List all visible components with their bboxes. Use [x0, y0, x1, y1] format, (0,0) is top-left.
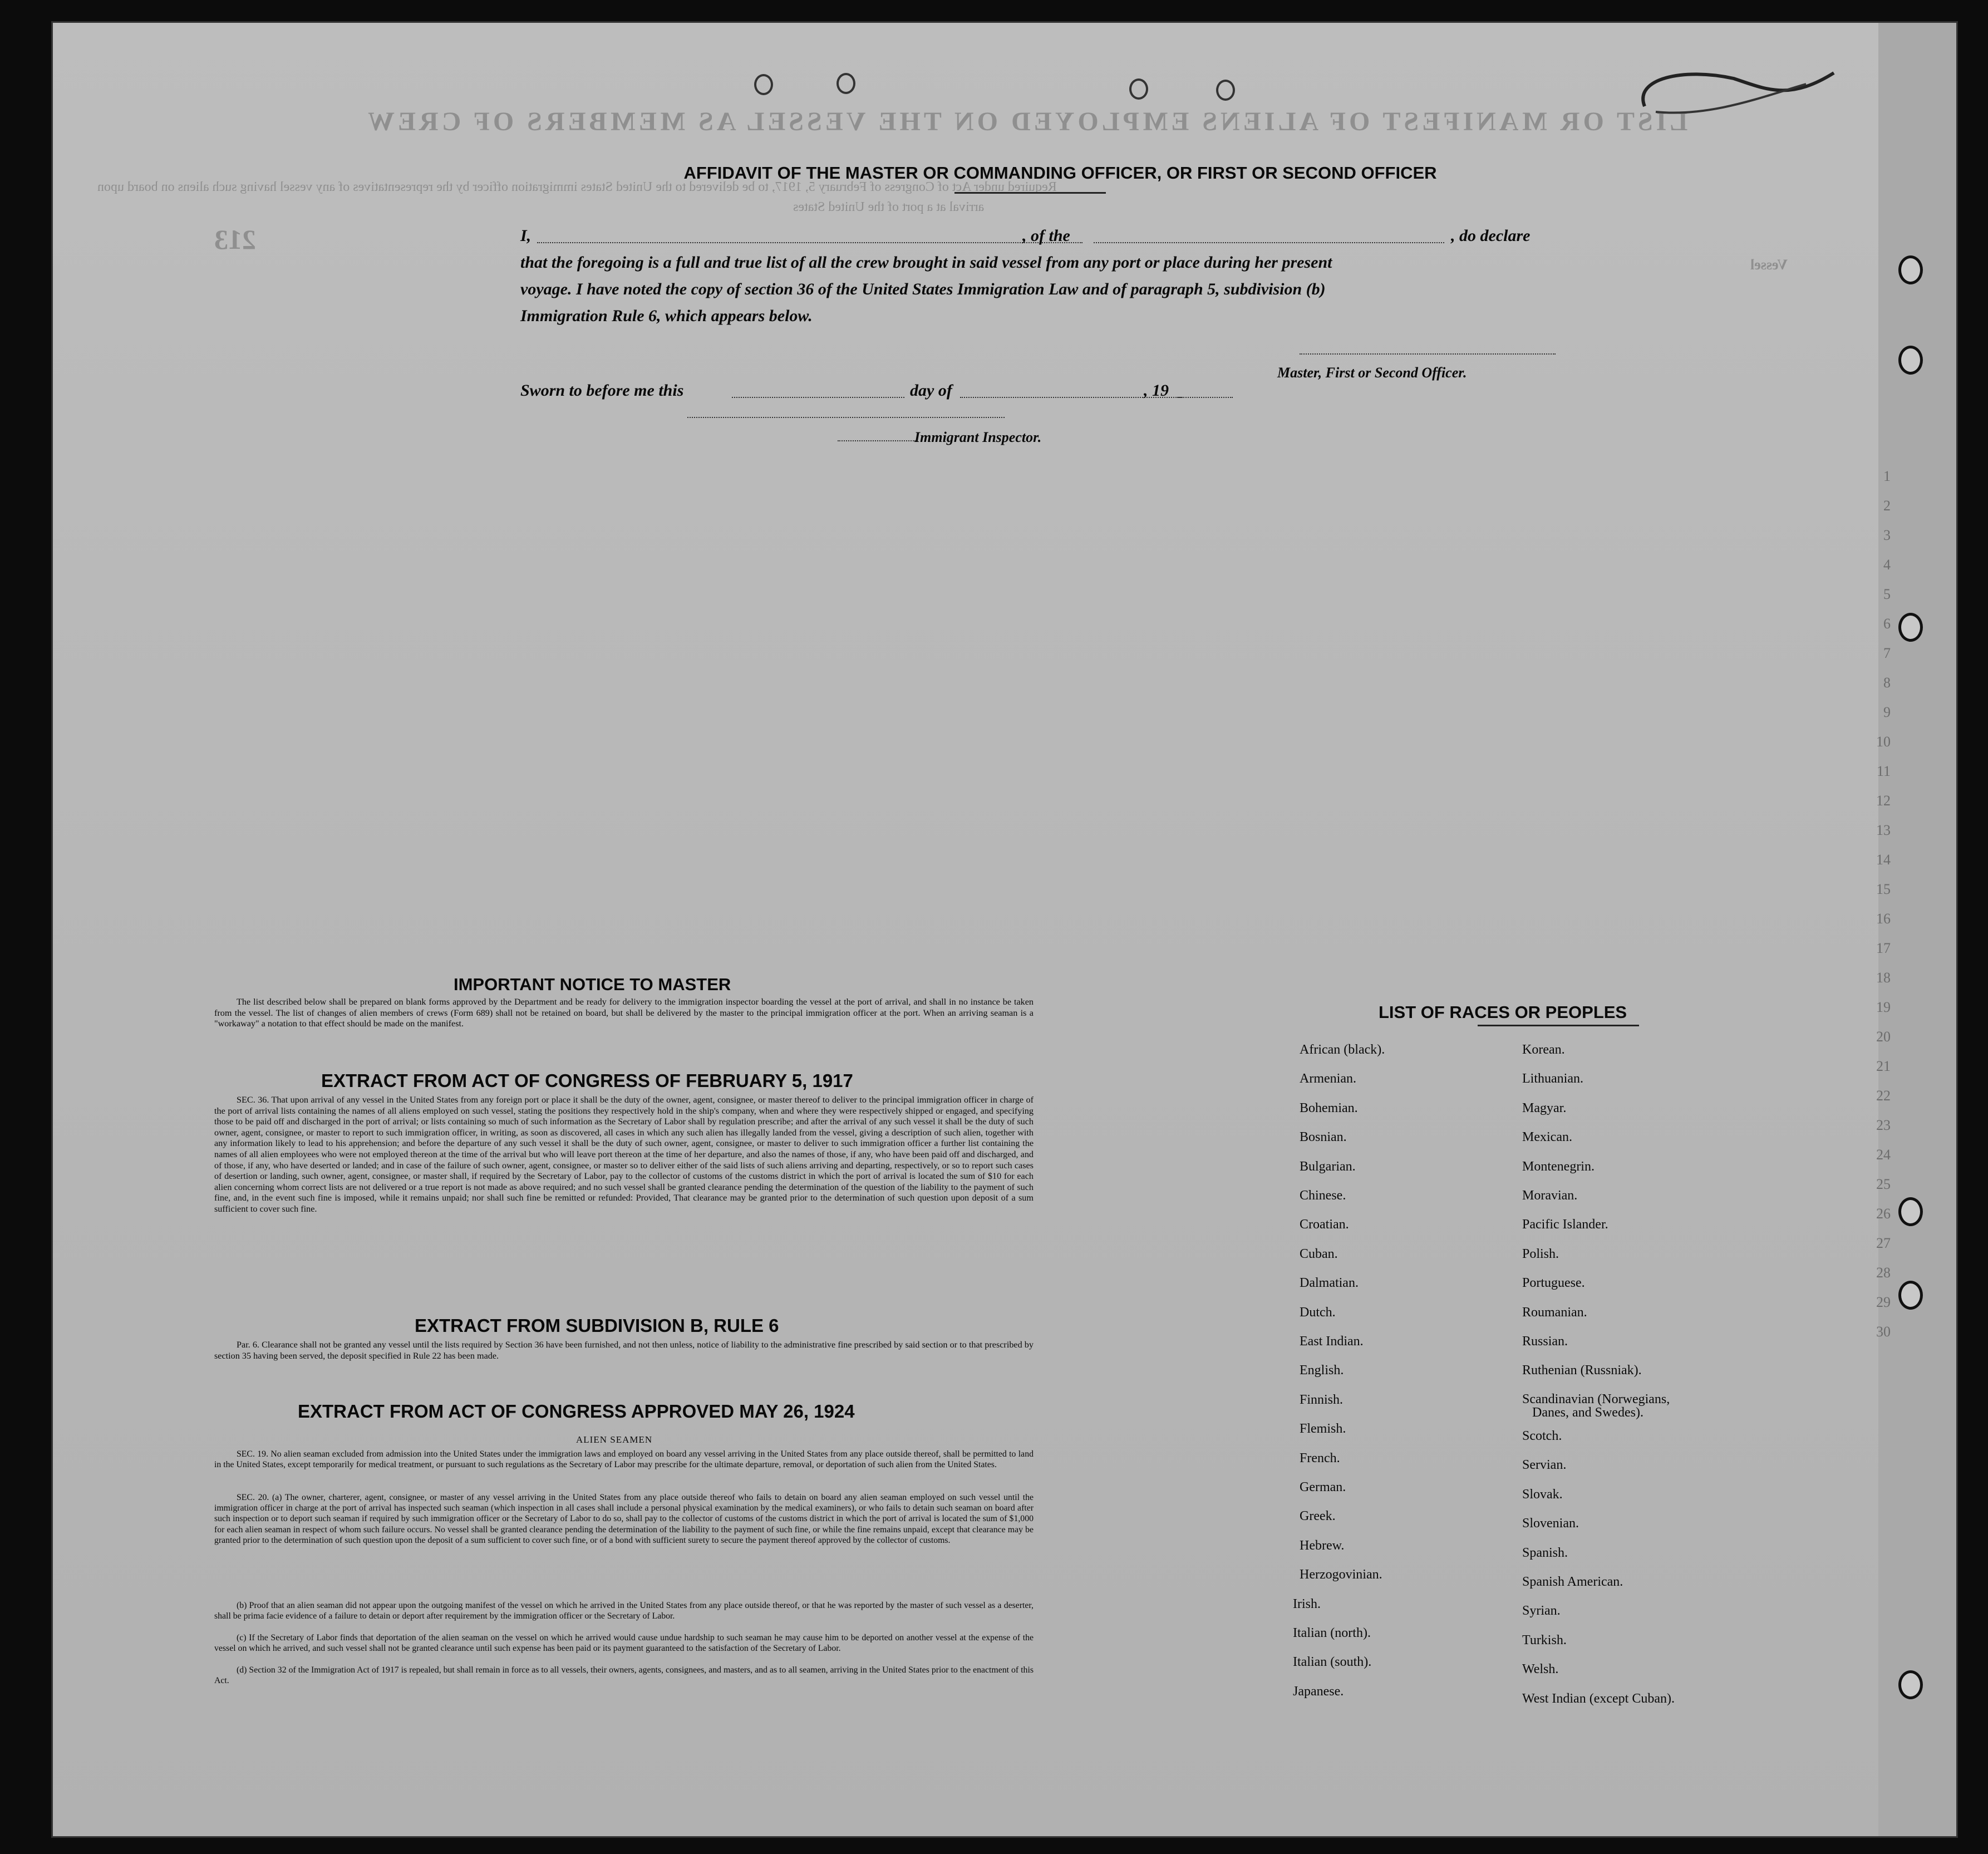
affidavit-line-4: Immigration Rule 6, which appears below. — [520, 307, 813, 325]
race-item: Slovenian. — [1522, 1516, 1579, 1531]
master-label: Master, First or Second Officer. — [1277, 365, 1467, 381]
extract-1917-body: SEC. 36. That upon arrival of any vessel in the United States from any foreign port or place it shall be the duty of the owner, agent, consignee, or master thereof to deliver to the principal immigration officer in charge of the port of arrival lists containing the names of all aliens employed on such vessel, stating the positions they respectively hold in the ship's company, when and where they were respectively shipped or engaged, and specifying those to be paid off and discharged in the port of arrival; or lists containing so much of such information as the Secretary of Labor shall by regulation prescribe; and after the arrival of any such vessel it shall be the duty of such owner, agent, consignee, or master to report to such immigration officer, in writing, as soon as discovered, all cases in which any such alien has illegally landed from the vessel, giving a description of such alien, together with any information likely to lead to his apprehension; and before the departure of any such vessel it shall be the duty of such owner, agent, consignee, or master to deliver to such immigration officer a further list containing the names of all alien employees who were not employed thereon at the time of the arrival but who will leave port thereon at the time of her departure, and also the names of those, if any, who have been paid off and discharged, and of those, if any, who have deserted or landed; and in case of the failure of such owner, agent, consignee, or master so to deliver either of the said lists of such aliens arriving and departing, respectively, or so to report such cases of desertion or landing, such owner, agent, consignee, or master shall, if required by the Secretary of Labor, pay to the collector of customs of the customs district in which the port of arrival is located the sum of $10 for each alien concerning whom correct lists are not delivered or a true report is not made as above required; and no such vessel shall be granted clearance pending the determination of the question of the liability to the payment of such fine, and, in the event such fine is imposed, while it remains unpaid; nor shall such fine be remitted or refunded: Provided, That clearance may be granted prior to the determination of such question upon deposit of a sum sufficient to cover such fine. — [214, 1095, 1034, 1214]
right-margin-band — [1878, 23, 1956, 1836]
bleed-row-number: 2 — [1883, 498, 1891, 514]
bleed-row-number: 3 — [1883, 527, 1891, 543]
bleed-row-number: 26 — [1876, 1206, 1891, 1222]
alien-seamen-subtitle: ALIEN SEAMEN — [576, 1434, 653, 1445]
races-underline — [1478, 1025, 1639, 1026]
race-item: Spanish American. — [1522, 1575, 1623, 1589]
race-item: Italian (south). — [1293, 1655, 1372, 1670]
race-item: Dalmatian. — [1300, 1276, 1359, 1291]
race-item: Servian. — [1522, 1458, 1567, 1473]
master-signature-line — [1300, 353, 1556, 355]
race-item: Lithuanian. — [1522, 1071, 1583, 1086]
inspector-signature-line — [687, 417, 1005, 418]
race-item: Turkish. — [1522, 1632, 1567, 1648]
race-item: Mexican. — [1522, 1130, 1572, 1145]
bleed-row-number: 25 — [1876, 1176, 1891, 1192]
race-item: West Indian (except Cuban). — [1522, 1691, 1675, 1706]
race-item: Moravian. — [1522, 1188, 1578, 1203]
title-underline — [954, 192, 1106, 194]
race-item: Spanish. — [1522, 1545, 1568, 1560]
race-item: Slovak. — [1522, 1487, 1563, 1502]
race-item: Scandinavian (Norwegians, — [1522, 1392, 1670, 1407]
bleed-row-number: 17 — [1876, 940, 1891, 956]
race-item: Bosnian. — [1300, 1130, 1347, 1145]
race-item: Armenian. — [1300, 1071, 1356, 1086]
race-item: Cuban. — [1300, 1246, 1338, 1261]
bleed-row-number: 11 — [1876, 763, 1891, 779]
bleed-row-number: 14 — [1876, 852, 1891, 868]
punch-hole — [1216, 80, 1235, 101]
race-item: Hebrew. — [1300, 1538, 1345, 1553]
race-item: Pacific Islander. — [1522, 1217, 1608, 1232]
bleed-row-number: 1 — [1883, 468, 1891, 484]
race-item: Welsh. — [1522, 1662, 1559, 1677]
notice-body: The list described below shall be prepared on blank forms approved by the Department and be ready for delivery to the immigration inspector boarding the vessel at the port of arrival, and shall in no instance be taken from the vessel. The list of changes of alien members of crews (Form 689) shall not be retained on board, but shall be delivered by the master to the principal immigration officer at the port. When an arriving seaman is a "workaway" a notation to that effect should be made on the manifest. — [214, 997, 1034, 1029]
affidavit-i-label: I, — [520, 227, 532, 245]
punch-hole — [836, 73, 855, 94]
bleed-through-title: LIST OR MANIFEST OF ALIENS EMPLOYED ON THE VESSEL AS MEMBERS OF CREW — [365, 107, 1688, 136]
notice-title: IMPORTANT NOTICE TO MASTER — [454, 975, 731, 994]
bleed-row-number: 27 — [1876, 1235, 1891, 1251]
bleed-row-number: 9 — [1883, 704, 1891, 720]
year-line — [1177, 397, 1233, 398]
bleed-row-number: 19 — [1876, 999, 1891, 1015]
bleed-row-number: 8 — [1883, 675, 1891, 691]
extract-rule6-title: EXTRACT FROM SUBDIVISION B, RULE 6 — [415, 1315, 779, 1336]
race-item: Magyar. — [1522, 1100, 1567, 1115]
bleed-through-vessel: Vessel — [1750, 257, 1788, 273]
race-item: Bohemian. — [1300, 1100, 1358, 1115]
race-item: Korean. — [1522, 1042, 1565, 1057]
race-item: East Indian. — [1300, 1334, 1364, 1349]
race-item: Roumanian. — [1522, 1305, 1587, 1320]
race-item: German. — [1300, 1480, 1346, 1494]
race-item: Croatian. — [1300, 1217, 1349, 1232]
race-item: Chinese. — [1300, 1188, 1346, 1203]
day-line — [732, 397, 904, 398]
bleed-row-number: 7 — [1883, 645, 1891, 661]
inspector-dots — [838, 440, 916, 441]
extract-1924-sec20d: (d) Section 32 of the Immigration Act of 1917 is repealed, but shall remain in force as to all vessels, their owners, agents, consignees, and masters, and as to all seamen, arriving in the United States prior to the enactment of this Act. — [214, 1665, 1034, 1686]
races-title: LIST OF RACES OR PEOPLES — [1379, 1002, 1627, 1022]
name-line — [537, 242, 1082, 243]
affidavit-title: AFFIDAVIT OF THE MASTER OR COMMANDING OFFICER, OR FIRST OR SECOND OFFICER — [683, 163, 1437, 183]
bleed-row-number: 21 — [1876, 1058, 1891, 1074]
bleed-through-line: arrival at a port of the United States — [793, 200, 985, 214]
handwritten-mark — [1622, 56, 1856, 129]
bleed-through-line: Required under Act of Congress of February 5, 1917, to be delivered to the United States immigration officer by the representatives of any vessel having such aliens on board upon — [97, 180, 1057, 194]
bleed-row-number: 23 — [1876, 1117, 1891, 1133]
day-of-label: day of — [910, 381, 952, 400]
binding-hole — [1898, 1670, 1923, 1699]
extract-1924-sec19: SEC. 19. No alien seaman excluded from admission into the United States under the immigration laws and employed on board any vessel arriving in the United States from any place outside thereof, shall be permitted to land in the United States, except temporarily for medical treatment, or pursuant to such regulations as the Secretary of Labor may prescribe for the ultimate departure, removal, or deportation of such alien from the United States. — [214, 1449, 1034, 1470]
extract-1924-sec20a: SEC. 20. (a) The owner, charterer, agent, consignee, or master of any vessel arriving in the United States from any place outside thereof who fails to detain on board any alien seaman employed on such vessel until the immigration officer in charge at the port of arrival has inspected such seaman (which inspection in all cases shall include a personal physical examination by the medical examiners), or who fails to detain such seaman on board after such inspection or to deport such seaman if required by such immigration officer or the Secretary of Labor to do so, shall pay to the collector of customs of the customs district in which the port of arrival is located the sum of $1,000 for each alien seaman in respect of whom such failure occurs. No vessel shall be granted clearance pending the determination of the liability to the payment of such fine, or while the fine remains unpaid, except that clearance may be granted prior to the determination of such question upon the deposit of a sum sufficient to cover such fine, or of a bond with sufficient surety to secure the payment thereof approved by the collector of customs. — [214, 1493, 1034, 1545]
binding-hole — [1898, 255, 1923, 284]
race-item: Japanese. — [1293, 1684, 1344, 1699]
binding-hole — [1898, 1281, 1923, 1310]
race-item: Bulgarian. — [1300, 1159, 1356, 1174]
affidavit-do-declare: , do declare — [1451, 227, 1531, 245]
bleed-row-number: 6 — [1883, 616, 1891, 632]
bleed-through-stamp: 213 — [214, 224, 256, 255]
race-item: Flemish. — [1300, 1422, 1346, 1437]
binding-hole — [1898, 613, 1923, 642]
race-item: Danes, and Swedes). — [1532, 1405, 1643, 1420]
bleed-row-number: 5 — [1883, 586, 1891, 602]
extract-1924-sec20c: (c) If the Secretary of Labor finds that deportation of the alien seaman on the vessel on which he arrived would cause undue hardship to such seaman he may cause him to be deported on another vessel at the expense of the vessel on which he arrived, and such vessel shall not be granted clearance until such expense has been paid or its payment guaranteed to the satisfaction of the Secretary of Labor. — [214, 1633, 1034, 1654]
race-item: Greek. — [1300, 1509, 1336, 1524]
binding-hole — [1898, 346, 1923, 375]
punch-hole — [754, 74, 773, 95]
document-sheet — [51, 21, 1958, 1838]
year-prefix: , 19 — [1144, 381, 1169, 400]
bleed-row-number: 15 — [1876, 881, 1891, 897]
affidavit-line-3: voyage. I have noted the copy of section 36 of the United States Immigration Law and of paragraph 5, subdivision (b) — [520, 280, 1326, 298]
race-item: Montenegrin. — [1522, 1159, 1595, 1174]
bleed-row-number: 10 — [1876, 734, 1891, 750]
race-item: Finnish. — [1300, 1392, 1344, 1407]
extract-1917-title: EXTRACT FROM ACT OF CONGRESS OF FEBRUARY 5, 1917 — [321, 1070, 853, 1091]
bleed-row-number: 20 — [1876, 1029, 1891, 1045]
bleed-row-number: 18 — [1876, 970, 1891, 986]
inspector-label: Immigrant Inspector. — [914, 429, 1042, 445]
extract-1924-sec20b: (b) Proof that an alien seaman did not appear upon the outgoing manifest of the vessel on which he arrived in the United States from any place outside thereof, or that he was reported by the master of such vessel as a deserter, shall be prima facie evidence of a failure to detain or deport after requirement by the immigration officer or the Secretary of Labor. — [214, 1601, 1034, 1621]
affidavit-line-2: that the foregoing is a full and true list of all the crew brought in said vessel from any port or place during her present — [520, 253, 1332, 272]
race-item: English. — [1300, 1363, 1344, 1378]
extract-rule6-body: Par. 6. Clearance shall not be granted any vessel until the lists required by Section 36 have been furnished, and not then unless, notice of liability to the administrative fine prescribed by said section or to that prescribed by section 35 having been served, the deposit specified in Rule 22 has been made. — [214, 1340, 1034, 1361]
race-item: Irish. — [1293, 1596, 1321, 1611]
race-item: Scotch. — [1522, 1429, 1562, 1443]
punch-hole — [1129, 78, 1148, 100]
race-item: African (black). — [1300, 1042, 1385, 1057]
race-item: Herzogovinian. — [1300, 1567, 1382, 1582]
bleed-row-number: 12 — [1876, 793, 1891, 809]
extract-1924-title: EXTRACT FROM ACT OF CONGRESS APPROVED MAY 26, 1924 — [298, 1401, 855, 1422]
binding-hole — [1898, 1197, 1923, 1226]
race-item: Italian (north). — [1293, 1626, 1371, 1640]
bleed-row-number: 30 — [1876, 1324, 1891, 1340]
vessel-line — [1094, 242, 1444, 243]
bleed-row-number: 29 — [1876, 1294, 1891, 1310]
affidavit-of-the: , of the — [1022, 227, 1070, 245]
bleed-row-number: 16 — [1876, 911, 1891, 927]
bleed-row-number: 28 — [1876, 1265, 1891, 1281]
race-item: Syrian. — [1522, 1604, 1561, 1619]
bleed-row-number: 22 — [1876, 1088, 1891, 1104]
bleed-row-number: 24 — [1876, 1147, 1891, 1163]
bleed-row-number: 13 — [1876, 822, 1891, 838]
race-item: Russian. — [1522, 1334, 1568, 1349]
race-item: Portuguese. — [1522, 1276, 1585, 1291]
race-item: Polish. — [1522, 1246, 1559, 1261]
race-item: Dutch. — [1300, 1305, 1336, 1320]
race-item: French. — [1300, 1450, 1340, 1466]
race-item: Ruthenian (Russniak). — [1522, 1363, 1642, 1378]
bleed-row-number: 4 — [1883, 557, 1891, 573]
sworn-label: Sworn to before me this — [520, 381, 684, 400]
